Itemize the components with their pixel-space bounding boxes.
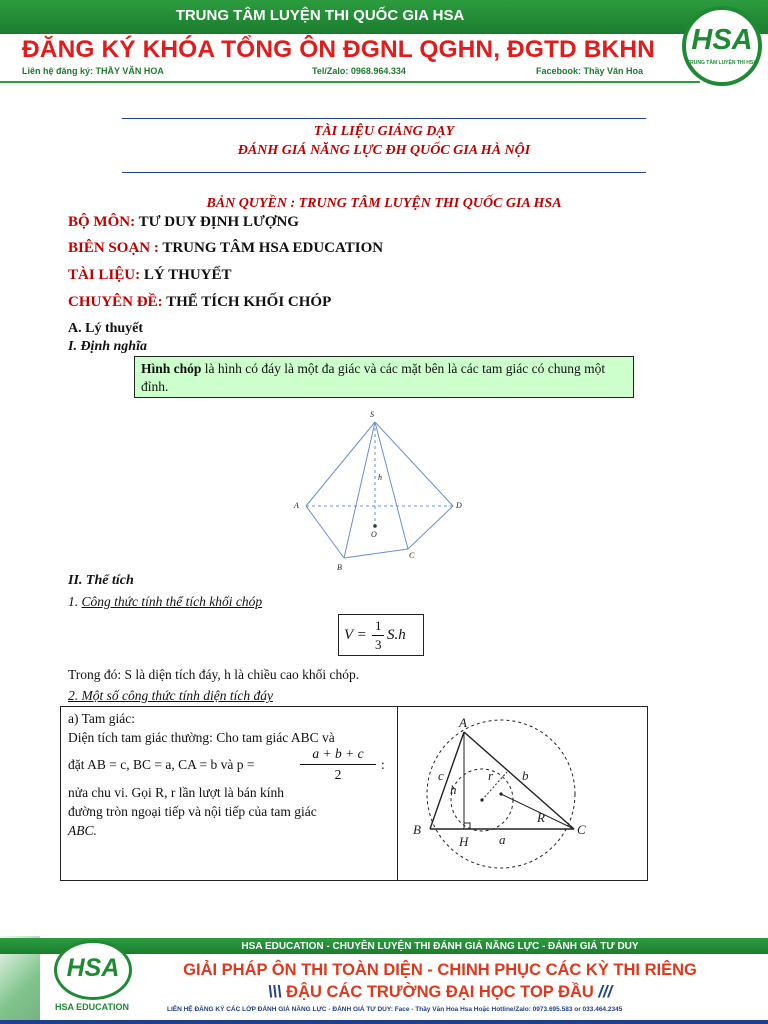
footer-strip-text: HSA EDUCATION - CHUYÊN LUYỆN THI ĐÁNH GIÁ NĂNG LỰC - ĐÁNH GIÁ TƯ DUY <box>241 941 639 952</box>
copyright-line: BẢN QUYỀN : TRUNG TÂM LUYỆN THI QUỐC GIA HSA <box>206 196 562 211</box>
field-value: LÝ THUYẾT <box>143 267 232 283</box>
triangle-side-c: c <box>438 768 444 783</box>
triangle-label-b: B <box>413 822 421 837</box>
footer-logo <box>40 940 144 1024</box>
header-contact-left: Liên hệ đăng ký: THẦY VĂN HOA <box>22 66 164 76</box>
field-subject <box>68 214 299 231</box>
triangle-line: nửa chu vi. Gọi R, r lần lượt là bán kính <box>68 785 284 800</box>
definition-term: Hình chóp <box>141 361 202 376</box>
formula-fraction-bar <box>372 635 384 636</box>
field-label: CHUYÊN ĐỀ: <box>68 294 167 310</box>
triangle-figure <box>402 712 592 872</box>
header-big-title: ĐĂNG KÝ KHÓA TỔNG ÔN ĐGNL QGHN, ĐGTD BKHN <box>22 36 655 63</box>
field-material <box>68 267 232 284</box>
hsa-logo <box>682 6 762 86</box>
pyramid-label-o: O <box>371 530 377 539</box>
triangle-perimeter-line <box>68 746 394 782</box>
volume-formula-subheading <box>68 594 262 610</box>
footer-slogan-1: GIẢI PHÁP ÔN THI TOÀN DIỆN - CHINH PHỤC CÁC KỲ THI RIÊNG <box>183 961 697 979</box>
triangle-label-c: C <box>577 822 586 837</box>
triangle-line: ABC. <box>68 823 97 838</box>
triangle-label-h: H <box>459 834 469 849</box>
formula-lhs: V = <box>344 627 367 643</box>
field-topic <box>68 294 331 311</box>
pyramid-label-s: S <box>370 410 374 419</box>
footer-slash-right: /// <box>598 983 613 1001</box>
triangle-label-r: r <box>488 768 494 783</box>
field-author <box>68 240 383 257</box>
definition-box <box>134 356 634 398</box>
field-label: BIÊN SOẠN : <box>68 240 163 256</box>
pyramid-label-a: A <box>294 501 299 510</box>
triangle-line: đặt AB = c, BC = a, CA = b và p = <box>68 757 255 772</box>
title-rule-top <box>122 118 646 119</box>
header-contact-phone: Tel/Zalo: 0968.964.334 <box>312 66 406 76</box>
doc-title-2: ĐÁNH GIÁ NĂNG LỰC ĐH QUỐC GIA HÀ NỘI <box>237 143 531 158</box>
triangle-line: đường tròn ngoại tiếp và nội tiếp của tam giác <box>68 804 317 819</box>
pyramid-label-d: D <box>456 501 462 510</box>
formula-rhs: S.h <box>387 627 406 643</box>
doc-title-1: TÀI LIỆU GIẢNG DẠY <box>313 124 455 139</box>
formula-explanation: Trong đó: S là diện tích đáy, h là chiều cao khối chóp. <box>68 667 360 682</box>
footer-logo-text: HSA <box>66 954 120 982</box>
definition-text: là hình có đáy là một đa giác và các mặt bên là các tam giác có chung một đỉnh. <box>141 361 606 394</box>
pyramid-label-h: h <box>378 473 382 482</box>
header-divider <box>0 81 700 83</box>
field-label: BỘ MÔN: <box>68 214 139 230</box>
footer-logo-subtext: HSA EDUCATION <box>55 1002 129 1012</box>
formula-denominator: 3 <box>375 637 382 652</box>
header-top-title: TRUNG TÂM LUYỆN THI QUỐC GIA HSA <box>175 7 465 24</box>
triangle-heading: a) Tam giác: <box>68 711 136 726</box>
triangle-side-a: a <box>499 832 506 847</box>
triangle-text-cell <box>68 709 394 840</box>
perimeter-denominator: 2 <box>334 767 342 782</box>
formula-numerator: 1 <box>375 618 382 633</box>
field-value: TƯ DUY ĐỊNH LƯỢNG <box>138 214 299 230</box>
field-value: THỂ TÍCH KHỐI CHÓP <box>166 294 332 310</box>
pyramid-label-b: B <box>337 563 342 572</box>
footer-slogan-2-text: ĐẬU CÁC TRƯỜNG ĐẠI HỌC TOP ĐẦU <box>281 983 599 1001</box>
section-a-heading: A. Lý thuyết <box>68 321 144 336</box>
field-label: TÀI LIỆU: <box>68 267 144 283</box>
triangle-label-R: R <box>537 810 545 825</box>
perimeter-numerator: a + b + c <box>312 746 364 761</box>
section-volume-heading: II. Thể tích <box>68 573 134 588</box>
hsa-logo-text: HSA <box>691 24 753 56</box>
footer-bottom-bar <box>0 1020 768 1024</box>
footer-slash-left: \\\ <box>267 983 282 1001</box>
header-contact-facebook: Facebook: Thầy Văn Hoa <box>536 66 644 76</box>
hsa-logo-subtext: TRUNG TÂM LUYỆN THI HSA <box>687 60 757 66</box>
triangle-side-b: b <box>522 768 529 783</box>
triangle-line: Diện tích tam giác thường: Cho tam giác ABC và <box>68 730 335 745</box>
volume-formula <box>338 614 424 656</box>
triangle-line: : <box>381 757 385 772</box>
section-definition-heading: I. Định nghĩa <box>68 339 147 354</box>
subheading-text: Công thức tính thể tích khối chóp <box>81 594 263 609</box>
field-value: TRUNG TÂM HSA EDUCATION <box>162 240 384 256</box>
title-rule-bottom <box>122 172 646 173</box>
table-divider <box>397 706 398 881</box>
triangle-label-a: A <box>459 715 467 730</box>
pyramid-figure <box>288 408 478 578</box>
triangle-label-ha: h <box>450 782 457 797</box>
pyramid-label-c: C <box>409 551 415 560</box>
subheading-number: 1. <box>68 594 82 609</box>
footer-contact: LIÊN HỆ ĐĂNG KÝ CÁC LỚP ĐÁNH GIÁ NĂNG LỰC - ĐÁNH GIÁ TƯ DUY: Face - Thầy Văn Hoa Hsa Hoặc Hotline/Zalo: 0973.695.583 or 033.464.2345 <box>167 1006 623 1013</box>
base-area-subheading: 2. Một số công thức tính diện tích đáy <box>68 688 273 703</box>
footer-slogan-2 <box>140 983 740 1002</box>
